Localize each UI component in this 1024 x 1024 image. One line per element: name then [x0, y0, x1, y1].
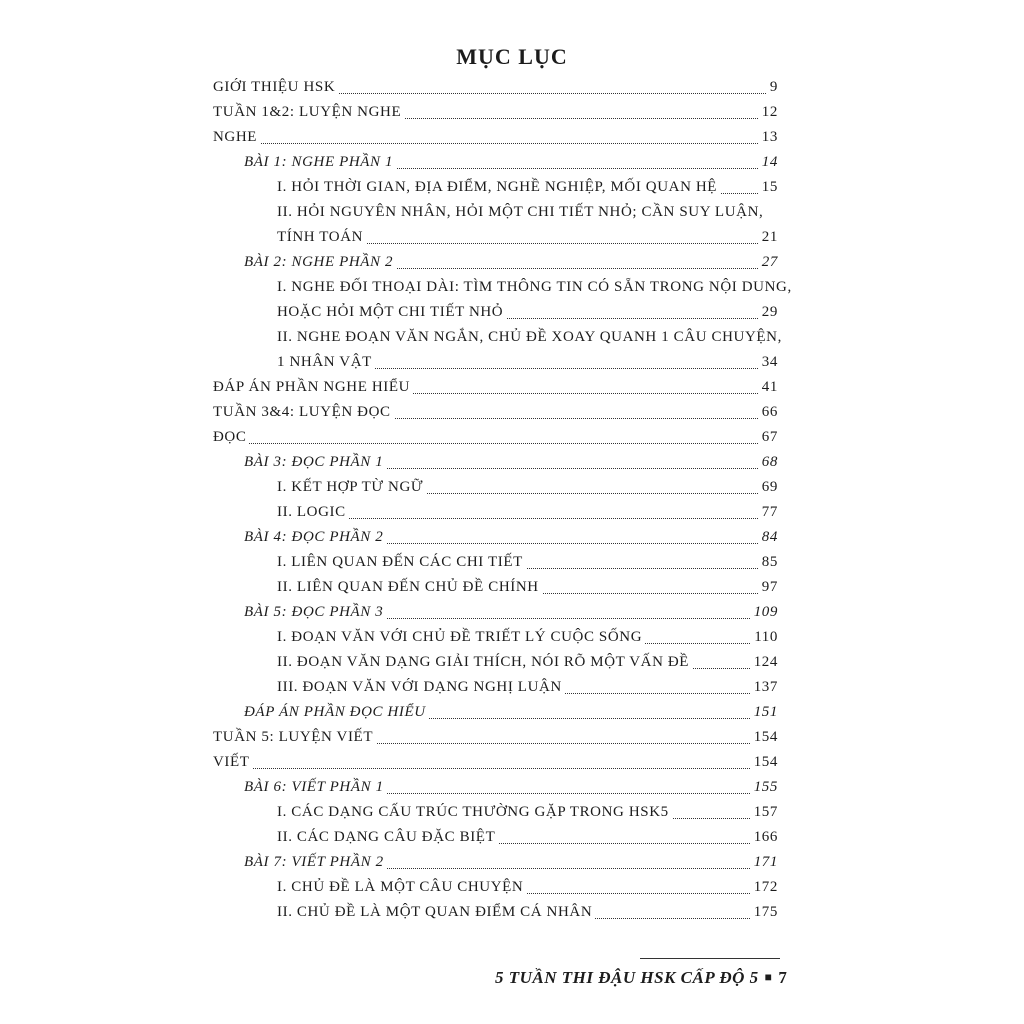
- toc-entry-label: I. ĐOẠN VĂN VỚI CHỦ ĐỀ TRIẾT LÝ CUỘC SỐNG: [277, 629, 645, 645]
- toc-entry: [244, 524, 778, 550]
- toc-entry-label: TUẦN 5: LUYỆN VIẾT: [213, 729, 376, 745]
- toc-entry: [277, 324, 782, 350]
- toc-entry: [277, 574, 778, 600]
- toc-entry-label: III. ĐOẠN VĂN VỚI DẠNG NGHỊ LUẬN: [277, 679, 565, 695]
- toc-entry: [244, 149, 778, 175]
- toc-entry-label: BÀI 2: NGHE PHẦN 2: [244, 254, 396, 270]
- toc-entry-label: VIẾT: [213, 754, 253, 770]
- toc-entry: [213, 724, 778, 750]
- toc-entry: [277, 174, 778, 200]
- toc-entry: [277, 824, 778, 850]
- toc-entry-label: II. NGHE ĐOẠN VĂN NGẮN, CHỦ ĐỀ XOAY QUANH 1 CÂU CHUYỆN,: [277, 329, 785, 345]
- toc-entry-label: BÀI 1: NGHE PHẦN 1: [244, 154, 396, 170]
- toc-entry-page: 171: [751, 849, 778, 875]
- toc-entry-label: I. KẾT HỢP TỪ NGỮ: [277, 479, 426, 495]
- toc-entry-page: 41: [759, 374, 778, 400]
- toc-entry-label: 1 NHÂN VẬT: [277, 354, 375, 370]
- toc-entry: [277, 799, 778, 825]
- toc-entry-label: I. LIÊN QUAN ĐẾN CÁC CHI TIẾT: [277, 554, 526, 570]
- running-footer: [495, 968, 795, 988]
- toc-entry: [244, 599, 778, 625]
- toc-entry: [277, 549, 778, 575]
- toc-entry-page: 154: [751, 724, 778, 750]
- toc-entry: [213, 374, 778, 400]
- footer-book-title: 5 TUẦN THI ĐẬU HSK CẤP ĐỘ 5: [495, 968, 759, 987]
- toc-entry-page: 137: [751, 674, 778, 700]
- toc-entry: [277, 224, 778, 250]
- toc-entry: [213, 749, 778, 775]
- toc-entry: [277, 199, 778, 225]
- toc-entry-page: 66: [759, 399, 778, 425]
- toc-entry: [213, 99, 778, 125]
- toc-entry-page: 77: [759, 499, 778, 525]
- toc-entry-page: 175: [751, 899, 778, 925]
- toc-entry: [244, 249, 778, 275]
- toc-entry-page: 154: [751, 749, 778, 775]
- toc-entry-page: 85: [759, 549, 778, 575]
- toc-entry: [244, 849, 778, 875]
- footer-rule: [640, 958, 780, 959]
- toc-entry-page: 172: [751, 874, 778, 900]
- toc-entry-label: II. LIÊN QUAN ĐẾN CHỦ ĐỀ CHÍNH: [277, 579, 542, 595]
- toc-entry-label: II. LOGIC: [277, 504, 349, 520]
- toc-entry-label: BÀI 5: ĐỌC PHẦN 3: [244, 604, 386, 620]
- toc-entry: [277, 274, 792, 300]
- toc-entry-page: 12: [759, 99, 778, 125]
- toc-entry: [213, 74, 778, 100]
- toc-entry-label: II. ĐOẠN VĂN DẠNG GIẢI THÍCH, NÓI RÕ MỘT VẤN ĐỀ: [277, 654, 692, 670]
- toc-entry-page: 157: [751, 799, 778, 825]
- toc-entry-page: 14: [759, 149, 778, 175]
- toc-entry-page: 29: [759, 299, 778, 325]
- dot-leader: [213, 768, 778, 769]
- toc-entry: [277, 474, 778, 500]
- toc-entry: [277, 674, 778, 700]
- toc-entry: [244, 449, 778, 475]
- toc-entry-page: 69: [759, 474, 778, 500]
- toc-entry-label: ĐỌC: [213, 429, 249, 445]
- toc-entry-page: 110: [751, 624, 778, 650]
- square-separator-icon: ■: [764, 970, 773, 984]
- toc-entry: [277, 874, 778, 900]
- toc-entry-page: 68: [759, 449, 778, 475]
- toc-entry-page: 27: [759, 249, 778, 275]
- toc-entry: [213, 424, 778, 450]
- toc-entry-label: BÀI 4: ĐỌC PHẦN 2: [244, 529, 386, 545]
- toc-entry-page: 166: [751, 824, 778, 850]
- toc-entry: [277, 299, 778, 325]
- toc-entry-label: ĐÁP ÁN PHẦN NGHE HIỂU: [213, 379, 413, 395]
- toc-entry: [277, 499, 778, 525]
- toc-entry: [244, 774, 778, 800]
- toc-entry-label: I. HỎI THỜI GIAN, ĐỊA ĐIỂM, NGHỀ NGHIỆP, MỐI QUAN HỆ: [277, 179, 720, 195]
- toc-entry-label: I. CHỦ ĐỀ LÀ MỘT CÂU CHUYỆN: [277, 879, 526, 895]
- dot-leader: [277, 518, 778, 519]
- toc-entry-label: NGHE: [213, 129, 260, 145]
- toc-entry-page: 34: [759, 349, 778, 375]
- toc-entry-label: I. NGHE ĐỐI THOẠI DÀI: TÌM THÔNG TIN CÓ SẴN TRONG NỘI DUNG,: [277, 279, 795, 295]
- toc-entry: [213, 124, 778, 150]
- toc-entry-page: 84: [759, 524, 778, 550]
- toc-entry-label: II. HỎI NGUYÊN NHÂN, HỎI MỘT CHI TIẾT NHỎ; CẦN SUY LUẬN,: [277, 204, 766, 220]
- toc-entry-page: 15: [759, 174, 778, 200]
- toc-entry: [277, 899, 778, 925]
- toc-entry: [244, 699, 778, 725]
- toc-entry-page: 151: [751, 699, 778, 725]
- toc-entry-label: TÍNH TOÁN: [277, 229, 366, 245]
- toc-entry-label: HOẶC HỎI MỘT CHI TIẾT NHỎ: [277, 304, 506, 320]
- dot-leader: [213, 143, 778, 144]
- toc-entry-label: BÀI 3: ĐỌC PHẦN 1: [244, 454, 386, 470]
- toc-entry: [213, 399, 778, 425]
- toc-entry-page: 9: [767, 74, 778, 100]
- toc-entry: [277, 624, 778, 650]
- toc-entry-label: GIỚI THIỆU HSK: [213, 79, 338, 95]
- page-title: MỤC LỤC: [456, 44, 568, 69]
- toc-entry-page: 109: [751, 599, 778, 625]
- toc-entry-label: TUẦN 1&2: LUYỆN NGHE: [213, 104, 404, 120]
- toc-entry-page: 67: [759, 424, 778, 450]
- toc-entry-label: ĐÁP ÁN PHẦN ĐỌC HIỂU: [244, 704, 429, 720]
- toc-entry-page: 155: [751, 774, 778, 800]
- toc-entry-label: BÀI 6: VIẾT PHẦN 1: [244, 779, 387, 795]
- toc-entry-label: II. CHỦ ĐỀ LÀ MỘT QUAN ĐIỂM CÁ NHÂN: [277, 904, 595, 920]
- toc-entry: [277, 649, 778, 675]
- toc-entry-label: I. CÁC DẠNG CẤU TRÚC THƯỜNG GẶP TRONG HSK5: [277, 804, 672, 820]
- toc-entry-label: II. CÁC DẠNG CÂU ĐẶC BIỆT: [277, 829, 498, 845]
- toc-entry-label: TUẦN 3&4: LUYỆN ĐỌC: [213, 404, 394, 420]
- page-number: 7: [778, 968, 788, 987]
- toc-entry-page: 124: [751, 649, 778, 675]
- toc-entry-page: 97: [759, 574, 778, 600]
- toc-entry-label: BÀI 7: VIẾT PHẦN 2: [244, 854, 387, 870]
- toc-entry-page: 21: [759, 224, 778, 250]
- dot-leader: [213, 443, 778, 444]
- toc-entry: [277, 349, 778, 375]
- toc-entry-page: 13: [759, 124, 778, 150]
